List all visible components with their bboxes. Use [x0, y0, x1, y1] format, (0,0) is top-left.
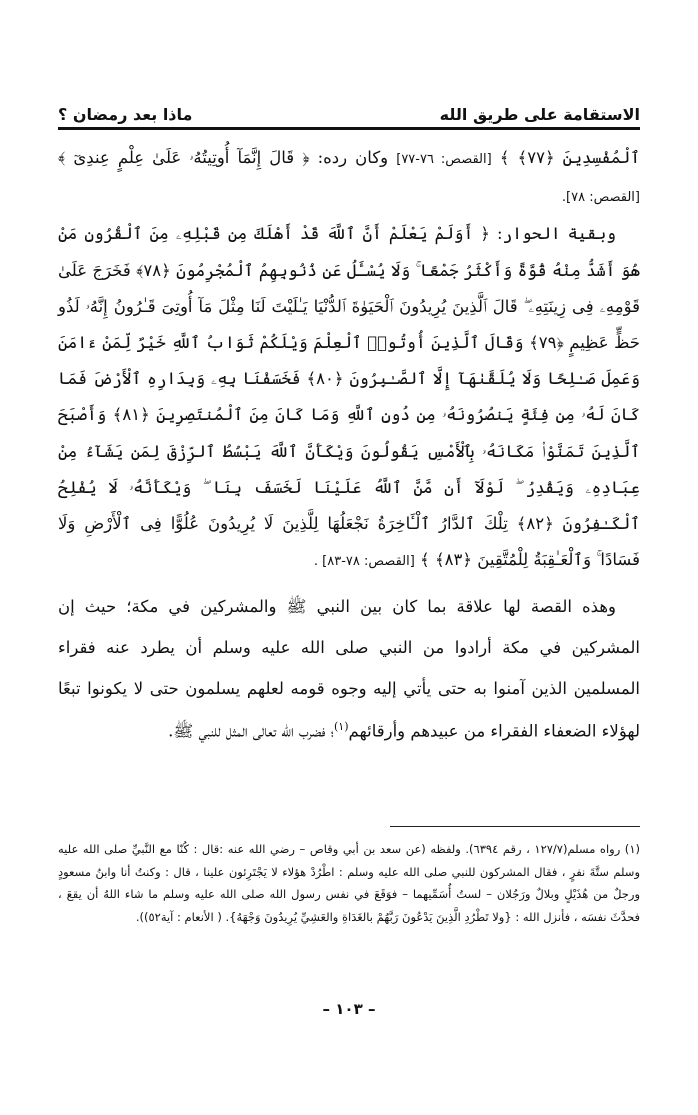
page-number: – ١٠٣ – — [322, 1000, 376, 1018]
connector-text: وكان رده: — [309, 148, 389, 167]
footnote: (١) رواه مسلم(١٢٧/٧ ، رقم ٦٣٩٤). ولفظه (عن سعد بن أبي وقاص – رضي الله عنه :قال : كُنّا مع النَّبيِّ صلى الله عليه وسلم ستَّةَ نفرٍ ، فقال المشركون للنبي صلى الله عليه وسلم : اطْرُدْ هؤلاء لا يَجْتَرِئون علينا ، قال : وكنتُ أنا وابنُ مسعودٍ ورجلٌ من هُذَيْلٍ وبلالٌ ورَجُلان – لستُ أُسَمِّيهما – فوَقَعَ في نفس رسول الله صلى الله عليه وسلم ما شاء اللهُ أن يقعَ ، فحدَّثَ نفسَه ، فأنزل الله : {ولا تَطْرُدِ الَّذِينَ يَدْعُونَ رَبَّهُمْ بالغَدَاةِ والعَشِيِّ يُرِيدُونَ وَجْهَهُ}. ( الأنعام : آية٥٢)). — [58, 842, 640, 924]
paragraph-3-end: ؛ فضرب الله تعالى المثل للنبي ﷺ. — [168, 721, 334, 741]
citation-1: [القصص: ٧٦-٧٧] — [396, 152, 492, 167]
quran-verses: ﴿ أَوَلَمْ يَعْلَمْ أَنَّ ٱللَّهَ قَدْ أَهْلَكَ مِن قَبْلِهِۦ مِنَ ٱلْقُرُونِ مَنْ هُوَ أَشَدُّ مِنْهُ قُوَّةً وَأَكْثَرُ جَمْعًا ۚ وَلَا يُسْـَٔلُ عَن ذُنُوبِهِمُ ٱلْمُجْرِمُونَ ﴿٧٨﴾ فَخَرَجَ عَلَىٰ قَوْمِهِۦ فِى زِينَتِهِۦ ۖ قَالَ ٱلَّذِينَ يُرِيدُونَ ٱلْحَيَوٰةَ ٱلدُّنْيَا يَـٰلَيْتَ لَنَا مِثْلَ مَآ أُوتِىَ قَـٰرُونُ إِنَّهُۥ لَذُو حَظٍّ عَظِيمٍ ﴿٧٩﴾ وَقَالَ ٱلَّذِينَ أُوتُوا۟ ٱلْعِلْمَ وَيْلَكُمْ ثَوَابُ ٱللَّهِ خَيْرٌ لِّمَنْ ءَامَنَ وَعَمِلَ صَـٰلِحًا وَلَا يُلَقَّىٰهَآ إِلَّا ٱلصَّـٰبِرُونَ ﴿٨٠﴾ فَخَسَفْنَا بِهِۦ وَبِدَارِهِ ٱلْأَرْضَ فَمَا كَانَ لَهُۥ مِن فِئَةٍ يَنصُرُونَهُۥ مِن دُونِ ٱللَّهِ وَمَا كَانَ مِنَ ٱلْمُنتَصِرِينَ ﴿٨١﴾ وَأَصْبَحَ ٱلَّذِينَ تَمَنَّوْا۟ مَكَانَهُۥ بِٱلْأَمْسِ يَقُولُونَ وَيْكَأَنَّ ٱللَّهَ يَبْسُطُ ٱلرِّزْقَ لِمَن يَشَآءُ مِنْ عِبَادِهِۦ وَيَقْدِرُ ۖ لَوْلَآ أَن مَّنَّ ٱللَّهُ عَلَيْنَا لَخَسَفَ بِنَا ۖ وَيْكَأَنَّهُۥ لَا يُفْلِحُ ٱلْكَـٰفِرُونَ ﴿٨٢﴾ تِلْكَ ٱلدَّارُ ٱلْـَٔاخِرَةُ نَجْعَلُهَا لِلَّذِينَ لَا يُرِيدُونَ عُلُوًّا فِى ٱلْأَرْضِ وَلَا فَسَادًا ۚ وَٱلْعَـٰقِبَةُ لِلْمُتَّقِينَ ﴿٨٣﴾ ﴾ — [58, 224, 641, 570]
dialogue-intro: وبقية الحوار: — [489, 224, 616, 244]
main-text — [58, 140, 640, 752]
footnote-ref: (١) — [334, 720, 349, 734]
book-title: الاستقامة على طريق الله — [439, 105, 640, 124]
paragraph-1 — [58, 140, 640, 216]
paragraph-3-text: وهذه القصة لها علاقة بما كان بين النبي ﷺ والمشركين في مكة؛ حيث إن المشركين في مكة أرادوا من النبي صلى الله عليه وسلم أن يطرد عنه فقراء المسلمين الذين آمنوا به حتى يأتي إليه وجوه قومه لعلهم يسلمون حتى لا يكونوا تبعًا لهؤلاء الضعفاء الفقراء من عبيدهم وأرقائهم — [58, 597, 640, 741]
quran-verse-end: ٱلْمُفْسِدِينَ ﴿٧٧﴾ ﴾ — [499, 148, 641, 167]
paragraph-3 — [58, 586, 640, 752]
paragraph-2 — [58, 216, 640, 580]
header-divider — [58, 127, 640, 130]
chapter-title: ماذا بعد رمضان ؟ — [58, 105, 193, 124]
footnote-divider — [390, 826, 640, 827]
quran-verse-reply: ﴿ قَالَ إِنَّمَآ أُوتِيتُهُۥ عَلَىٰ عِلْمٍ عِندِىٓ ﴾ — [58, 148, 310, 167]
citation-2: [القصص: ٧٨]. — [561, 190, 640, 206]
running-header — [58, 92, 640, 124]
citation-3: [القصص: ٧٨-٨٣] . — [313, 554, 415, 570]
